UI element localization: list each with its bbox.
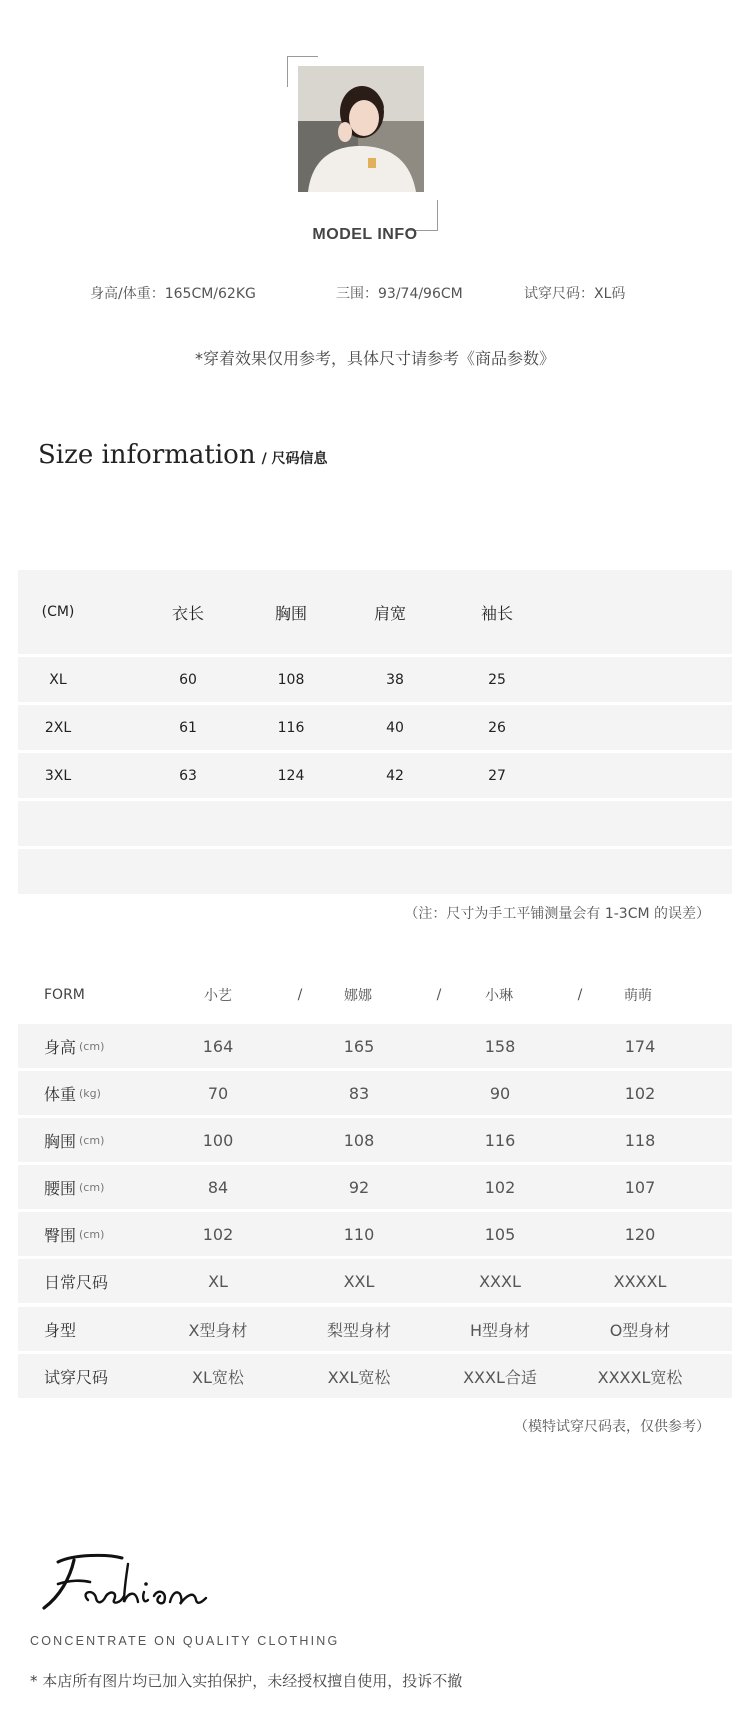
form-label: FORM [44,987,85,1003]
model-table-header [18,972,732,1018]
size-label: 3XL [44,767,72,784]
table-row [18,1165,732,1209]
row-label [44,1212,104,1256]
size-value: 60 [179,671,197,688]
separator: / [297,987,303,1003]
model-value: 174 [624,1036,656,1056]
model-value: 102 [624,1083,656,1103]
row-unit: (cm) [79,1039,105,1053]
model-value: 120 [624,1224,656,1244]
model-name: 萌萌 [624,988,652,1004]
table-row [18,705,732,750]
table-row [18,1071,732,1115]
row-label-text: 日常尺码 [44,1272,109,1292]
row-label-text: 臀围 [44,1225,77,1245]
row-label-text: 身高 [44,1037,77,1057]
table-row [18,657,732,702]
model-value: XXXXL [613,1271,667,1291]
table-row [18,1354,732,1398]
model-value: 105 [484,1224,516,1244]
size-value: 63 [179,767,197,784]
model-value: 100 [202,1130,234,1150]
model-photo [298,66,424,192]
fashion-script-logo [30,1550,210,1616]
copyright-notice: * 本店所有图片均已加入实拍保护，未经授权擅自使用，投诉不撤 [30,1672,463,1690]
table-row-empty [18,801,732,846]
size-information-title-cn: / 尺码信息 [261,451,328,467]
table-row-empty [18,849,732,894]
size-label: 2XL [44,719,72,736]
row-unit: (kg) [79,1086,101,1100]
size-value: 108 [277,671,305,688]
model-value: 83 [348,1083,370,1103]
model-value: XXL [343,1271,375,1291]
model-try-size: 试穿尺码：XL码 [524,286,626,302]
model-value: 92 [348,1177,370,1197]
model-value: 110 [343,1224,375,1244]
row-label [44,1071,101,1115]
size-table-header-cell: (CM) [41,604,75,620]
model-value: 118 [624,1130,656,1150]
row-label [44,1118,104,1162]
model-value: XXXXL宽松 [597,1367,683,1387]
model-value: 84 [207,1177,229,1197]
size-value: 61 [179,719,197,736]
row-label [44,1165,104,1209]
model-value: 102 [484,1177,516,1197]
model-value: X型身材 [188,1320,248,1340]
model-value: 116 [484,1130,516,1150]
size-table-header-cell: 肩宽 [373,603,406,623]
model-name: 小艺 [204,988,232,1004]
size-table-header-cell: 胸围 [274,603,307,623]
size-value: 116 [277,719,305,736]
model-value: H型身材 [469,1320,531,1340]
row-label-text: 试穿尺码 [44,1367,109,1387]
model-value: XXXL [479,1271,521,1291]
size-value: 40 [386,719,404,736]
row-label [44,1259,108,1303]
separator: / [436,987,442,1003]
model-value: 梨型身材 [326,1320,391,1340]
row-unit: (cm) [79,1180,105,1194]
row-label [44,1024,104,1068]
model-value: 70 [207,1083,229,1103]
model-table-note: （模特试穿尺码表，仅供参考） [514,1419,710,1435]
row-label [44,1354,108,1398]
model-value: 108 [343,1130,375,1150]
model-value: 102 [202,1224,234,1244]
row-label [44,1307,76,1351]
model-value: 90 [489,1083,511,1103]
size-table-header-cell: 袖长 [480,603,513,623]
model-value: XXXL合适 [463,1367,537,1387]
size-table-header-cell: 衣长 [171,603,204,623]
table-row [18,1212,732,1256]
model-name: 娜娜 [344,988,372,1004]
model-info-title: MODEL INFO [312,226,418,243]
model-value: O型身材 [609,1320,671,1340]
size-value: 25 [488,671,506,688]
model-value: 165 [343,1036,375,1056]
table-row [18,1118,732,1162]
model-value: 164 [202,1036,234,1056]
row-unit: (cm) [79,1133,105,1147]
size-value: 42 [386,767,404,784]
table-row [18,1307,732,1351]
model-fit-note: *穿着效果仅用参考，具体尺寸请参考《商品参数》 [194,349,555,368]
size-table-header [18,570,732,654]
size-information-title-en: Size information [38,440,256,470]
size-label: XL [49,671,67,688]
size-table-note: （注：尺寸为手工平铺测量会有 1-3CM 的误差） [404,906,710,922]
row-label-text: 胸围 [44,1131,77,1151]
row-label-text: 腰围 [44,1178,77,1198]
model-value: 158 [484,1036,516,1056]
row-label-text: 体重 [44,1084,77,1104]
table-row [18,1259,732,1303]
size-value: 38 [386,671,404,688]
size-value: 27 [488,767,506,784]
separator: / [577,987,583,1003]
model-measurements: 三围：93/74/96CM [336,286,463,302]
model-value: 107 [624,1177,656,1197]
row-unit: (cm) [79,1227,105,1241]
row-label-text: 身型 [44,1320,77,1340]
model-value: XXL宽松 [327,1367,391,1387]
model-name: 小琳 [485,988,513,1004]
size-value: 26 [488,719,506,736]
table-row [18,753,732,798]
size-value: 124 [277,767,305,784]
model-height-weight: 身高/体重：165CM/62KG [90,286,256,302]
table-row [18,1024,732,1068]
brand-tagline: CONCENTRATE ON QUALITY CLOTHING [30,1634,340,1648]
size-information-heading [38,440,328,470]
model-value: XL宽松 [192,1367,244,1387]
model-value: XL [208,1271,228,1291]
